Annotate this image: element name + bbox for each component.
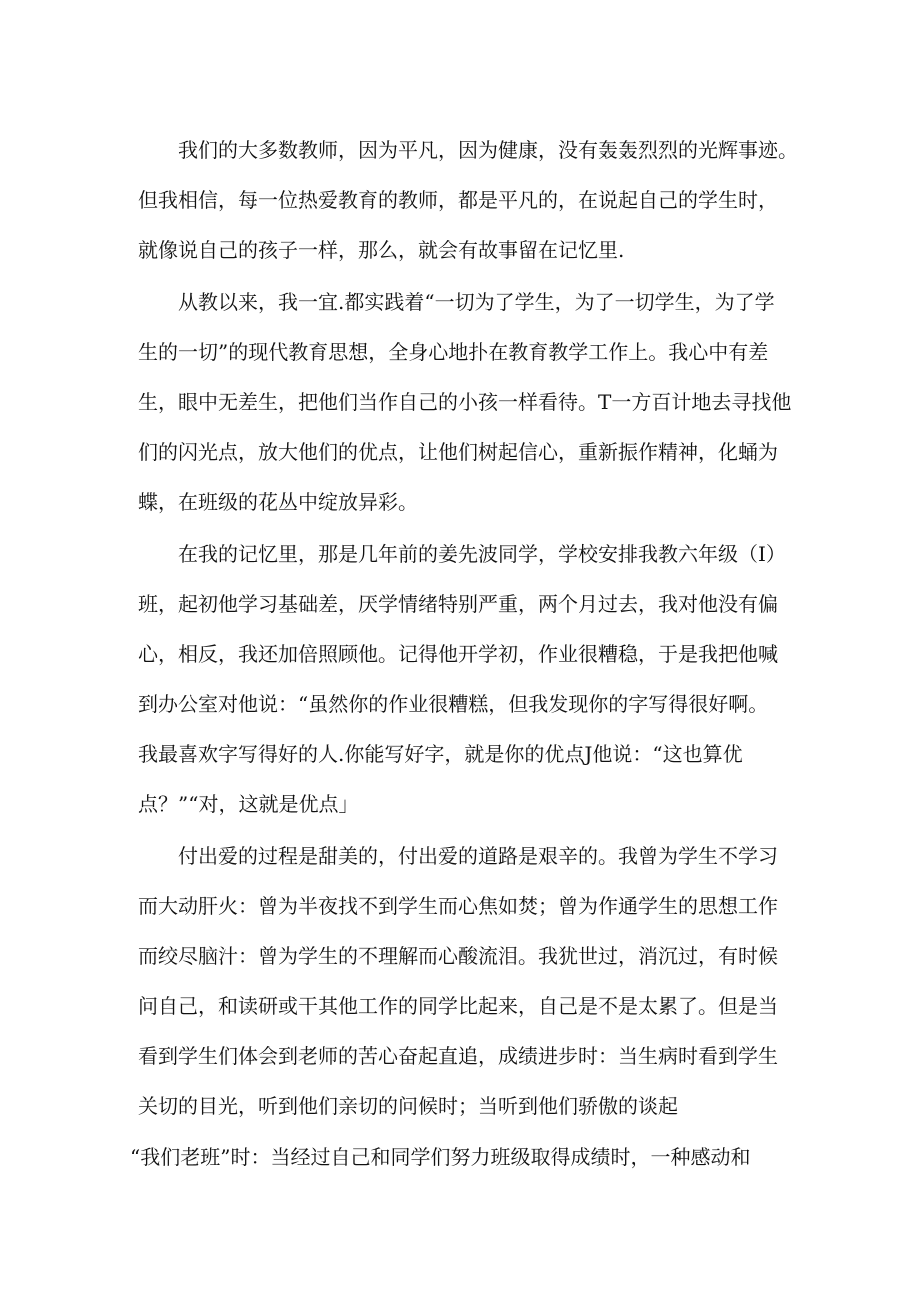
text-line: 生，眼中无差生，把他们当作自己的小孩一样看待。T一方百计地去寻找他	[138, 390, 792, 414]
text-line: “我们老班”时：当经过自己和同学们努力班级取得成绩时，一种感动和	[130, 1145, 751, 1169]
text-line: 就像说自己的孩子一样，那么，就会有故事留在记忆里.	[138, 238, 625, 262]
text-line: 点？”“对，这就是优点」	[138, 792, 359, 816]
text-line: 我最喜欢字写得好的人.你能写好字，就是你的优点J他说：“这也算优	[138, 742, 743, 766]
text-line: 付出爱的过程是甜美的，付出爱的道路是艰辛的。我曾为学生不学习	[178, 844, 778, 868]
text-line: 班，起初他学习基础差，厌学情绪特别严重，两个月过去，我对他没有偏	[138, 592, 778, 616]
text-line: 关切的目光，听到他们亲切的问候时；当听到他们骄傲的谈起	[138, 1094, 678, 1118]
text-line: 从教以来，我一宜.都实践着“一切为了学生，为了一切学生，为了学	[178, 290, 775, 314]
text-line: 心，相反，我还加倍照顾他。记得他开学初，作业很糟稳，于是我把他喊	[138, 642, 778, 666]
text-line: 问自己，和读研或干其他工作的同学比起来，自己是不是太累了。但是当	[138, 994, 778, 1018]
text-line: 而大动肝火：曾为半夜找不到学生而心焦如焚；曾为作通学生的思想工作	[138, 894, 778, 918]
text-line: 但我相信，每一位热爱教育的教师，都是平凡的，在说起自己的学生时，	[138, 188, 778, 212]
text-line: 生的一切”的现代教育思想，全身心地扑在教育教学工作上。我心中有差	[138, 340, 769, 364]
text-line: 蝶，在班级的花丛中绽放异彩。	[138, 490, 418, 514]
text-line: 而绞尽脑汁：曾为学生的不理解而心酸流泪。我犹世过，消沉过，有时候	[138, 944, 778, 968]
text-line: 我们的大多数教师，因为平凡，因为健康，没有轰轰烈烈的光辉事迹。	[178, 138, 798, 162]
text-line: 在我的记忆里，那是几年前的姜先波同学，学校安排我教六年级（I）	[178, 542, 786, 566]
text-line: 看到学生们体会到老师的苦心奋起直追，成绩进步时：当生病时看到学生	[138, 1044, 778, 1068]
text-line: 们的闪光点，放大他们的优点，让他们树起信心，重新振作精神，化蛹为	[138, 440, 778, 464]
text-line: 到办公室对他说：“虽然你的作业很糟糕，但我发现你的字写得很好啊。	[138, 692, 769, 716]
